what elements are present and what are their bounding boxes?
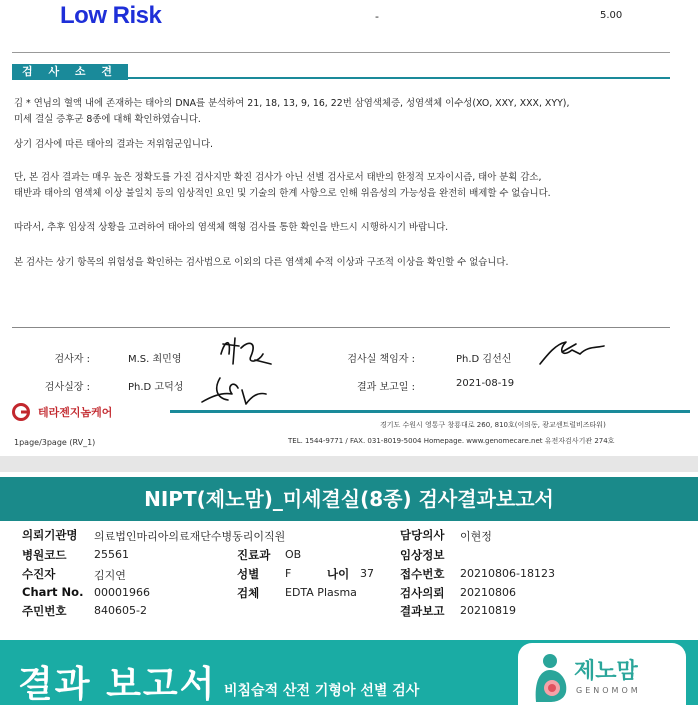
inspector-label: 검사자 : — [54, 354, 90, 365]
risk-dash-value: - — [375, 10, 379, 23]
request-label: 검사의뢰 — [400, 586, 445, 600]
report-title: NIPT(제노맘)_미세결실(8종) 검사결과보고서 — [0, 477, 698, 521]
divider — [12, 52, 670, 53]
lab-manager-name: Ph.D 김선신 — [456, 354, 512, 365]
finding-line: 미세 결실 증후군 8종에 대해 확인하였습니다. — [14, 114, 201, 125]
result-report-label: 결과보고 — [400, 604, 445, 618]
finding-line: 단, 본 검사 결과는 매우 높은 정확도를 가진 검사지만 확진 검사가 아닌 선별 검사로서 태반의 한정적 모자이시즘, 태아 분획 감소, — [14, 172, 542, 183]
clinical-info-label: 임상정보 — [400, 548, 445, 562]
department-label: 진료과 — [237, 548, 271, 562]
company-address: 경기도 수원시 영통구 창룡대로 260, 810호(이의동, 광교센트럴비즈타워) — [380, 421, 606, 429]
patient-label: 수진자 — [22, 567, 56, 581]
receipt-value: 20210806-18123 — [460, 567, 555, 580]
genomom-brand: 제노맘 — [574, 659, 638, 684]
finding-line: 김 * 연님의 혈액 내에 존재하는 태아의 DNA를 분석하여 21, 18, 13, 9, 16, 22번 삼염색체증, 성염색체 이수성(XO, XXY, XXX, XYY), — [14, 98, 570, 109]
institution-value: 의료법인마리아의료재단수병동리이직원 — [94, 530, 286, 543]
sex-label: 성별 — [237, 567, 260, 581]
chart-no-value: 00001966 — [94, 586, 150, 599]
age-value: 37 — [360, 567, 374, 580]
hospital-code-value: 25561 — [94, 548, 129, 561]
institution-label: 의뢰기관명 — [22, 528, 78, 542]
resident-number-value: 840605-2 — [94, 604, 147, 617]
footer-subtitle: 비침습적 산전 기형아 선별 검사 — [224, 683, 420, 699]
lab-director-label: 검사실장 : — [44, 382, 90, 393]
patient-value: 김지연 — [94, 569, 126, 582]
section-title: 검 사 소 견 — [12, 64, 128, 80]
specimen-value: EDTA Plasma — [285, 586, 357, 599]
sex-value: F — [285, 567, 292, 580]
section-divider — [128, 77, 670, 79]
company-contact: TEL. 1544-9771 / FAX. 031-8019-5004 Homepage. www.genomecare.net 유전자검사기관 274호 — [288, 437, 615, 445]
finding-line: 태반과 태아의 염색체 이상 불일치 등의 임상적인 요인 및 기술의 한계 사항으로 인해 위음성의 가능성을 완전히 배제할 수 없습니다. — [14, 188, 551, 199]
company-logo — [10, 403, 112, 421]
lab-manager-signature — [536, 336, 608, 370]
receipt-label: 접수번호 — [400, 567, 445, 581]
lab-director-name: Ph.D 고덕성 — [128, 382, 184, 393]
doctor-value: 이현정 — [460, 530, 492, 543]
company-divider — [170, 410, 690, 413]
footer-title: 결과 보고서 — [18, 664, 217, 705]
report-date-label: 결과 보고일 : — [356, 382, 415, 393]
genomom-mother-icon — [530, 652, 572, 704]
risk-score-value: 5.00 — [600, 10, 623, 21]
company-name: 테라젠지놈케어 — [38, 406, 113, 419]
genomom-brand-sub: GENOMOM — [576, 686, 641, 695]
resident-number-label: 주민번호 — [22, 604, 67, 618]
risk-level-label: Low Risk — [60, 2, 162, 29]
doctor-label: 담당의사 — [400, 528, 445, 542]
result-report-value: 20210819 — [460, 604, 516, 617]
page-separator — [0, 456, 698, 472]
finding-paragraph-5: 본 검사는 상기 항목의 위험성을 확인하는 검사법으로 이외의 다른 염색체 수적 이상과 구조적 이상을 확인할 수 없습니다. — [14, 257, 509, 268]
company-logo-icon — [10, 403, 34, 421]
finding-paragraph-4: 따라서, 추후 임상적 상황을 고려하여 태아의 염색체 핵형 검사를 통한 확인을 반드시 시행하시기 바랍니다. — [14, 222, 449, 233]
lab-director-signature — [198, 372, 270, 408]
finding-paragraph-1 — [14, 96, 674, 128]
lab-manager-label: 검사실 책임자 : — [347, 354, 415, 365]
signature-divider — [12, 327, 670, 328]
finding-paragraph-2: 상기 검사에 따른 태아의 결과는 저위험군입니다. — [14, 139, 214, 150]
inspector-signature — [215, 334, 275, 370]
age-label: 나이 — [327, 567, 350, 581]
page-indicator: 1page/3page (RV_1) — [14, 438, 96, 447]
hospital-code-label: 병원코드 — [22, 548, 67, 562]
specimen-label: 검체 — [237, 586, 260, 600]
finding-paragraph-3 — [14, 170, 674, 202]
report-date-value: 2021-08-19 — [456, 378, 515, 389]
request-value: 20210806 — [460, 586, 516, 599]
chart-no-label: Chart No. — [22, 585, 84, 599]
inspector-name: M.S. 최민영 — [128, 354, 182, 365]
department-value: OB — [285, 548, 302, 561]
